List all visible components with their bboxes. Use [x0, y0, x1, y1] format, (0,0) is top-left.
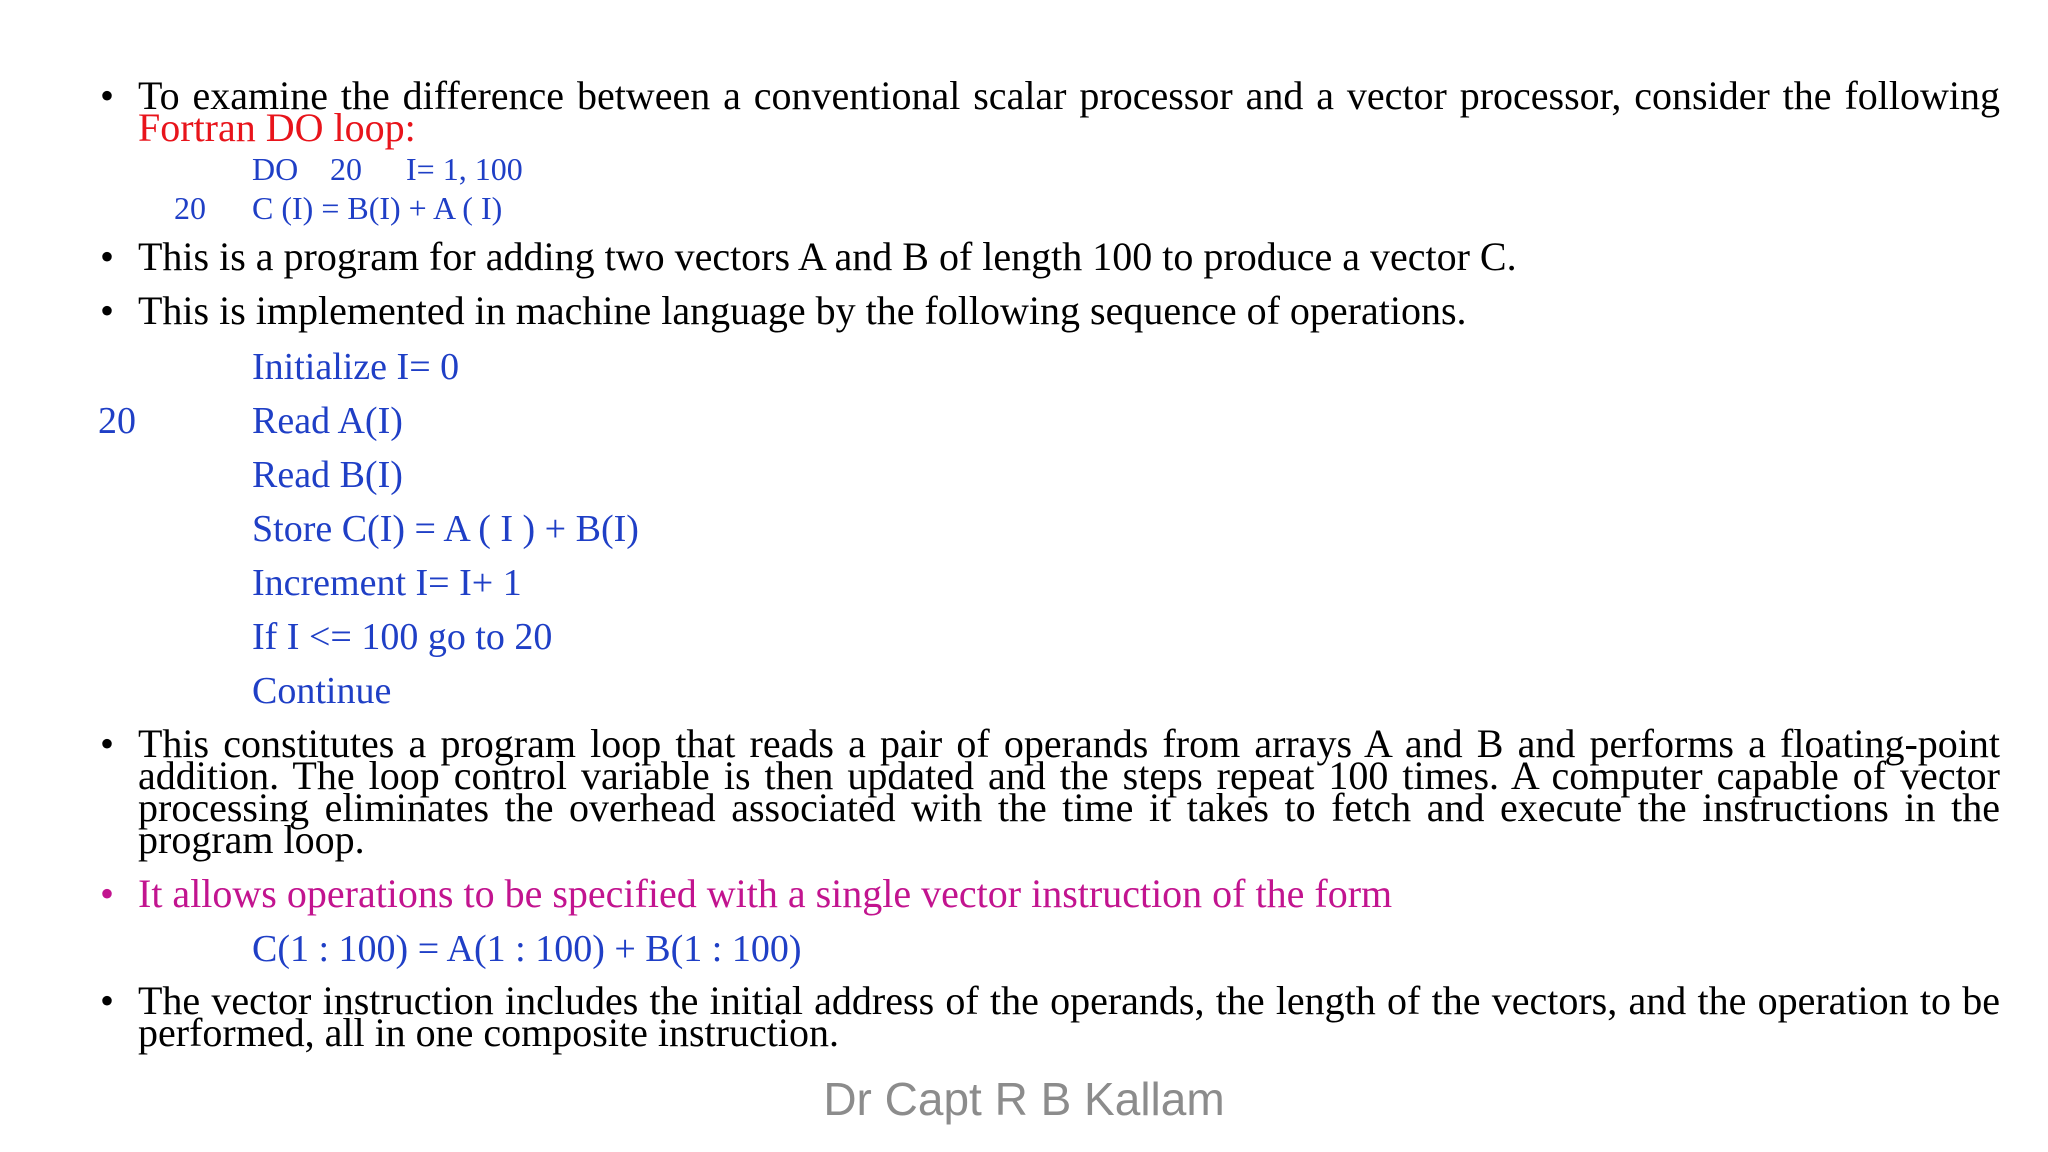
bullet-dot: • — [100, 871, 115, 916]
machine-op-step: Store C(I) = A ( I ) + B(I) — [252, 508, 639, 550]
bullet-composite-instruction-text: The vector instruction includes the initial address of the operands, the length of the vectors, and the operation to be performed, all in one composite instruction. — [138, 978, 2000, 1055]
machine-op-step: If I <= 100 go to 20 — [252, 616, 553, 658]
fortran-do-keyword: DO — [252, 151, 299, 187]
bullet-intro-line2: Fortran DO loop: — [138, 105, 416, 150]
fortran-stmt: C (I) = B(I) + A ( I) — [252, 190, 503, 226]
footer-author: Dr Capt R B Kallam — [823, 1073, 1225, 1125]
machine-op-step: Initialize I= 0 — [252, 346, 460, 388]
bullet-dot: • — [100, 721, 115, 766]
fortran-do-label: 20 — [330, 151, 362, 187]
machine-ops-label: 20 — [98, 400, 136, 442]
bullet-intro-line1: To examine the difference between a conventional scalar processor and a vector processor, consider the following — [138, 73, 2000, 118]
bullet-program-loop-text: This constitutes a program loop that reads a pair of operands from arrays A and B and performs a floating-point addition. The loop control variable is then updated and the steps repeat 100 times. A computer capable of vector processing eliminates the overhead associated with the time it takes to fetch and execute the instructions in the program loop. — [138, 721, 2000, 862]
bullet-machine-language-text: This is implemented in machine language by the following sequence of operations. — [138, 288, 1467, 333]
bullet-vector-instruction-intro-text: It allows operations to be specified with a single vector instruction of the form — [138, 871, 1393, 916]
machine-op-step: Read B(I) — [252, 454, 403, 496]
vector-instruction: C(1 : 100) = A(1 : 100) + B(1 : 100) — [252, 928, 802, 970]
machine-op-step: Increment I= I+ 1 — [252, 562, 522, 604]
bullet-dot: • — [100, 73, 115, 118]
bullet-dot: • — [100, 234, 115, 279]
machine-op-step: Read A(I) — [252, 400, 403, 442]
bullet-program-text: This is a program for adding two vectors A and B of length 100 to produce a vector C. — [138, 234, 1517, 279]
fortran-stmt-label: 20 — [174, 190, 206, 226]
bullet-dot: • — [100, 978, 115, 1023]
bullet-dot: • — [100, 288, 115, 333]
fortran-do-range: I= 1, 100 — [406, 151, 523, 187]
machine-op-step: Continue — [252, 670, 392, 712]
